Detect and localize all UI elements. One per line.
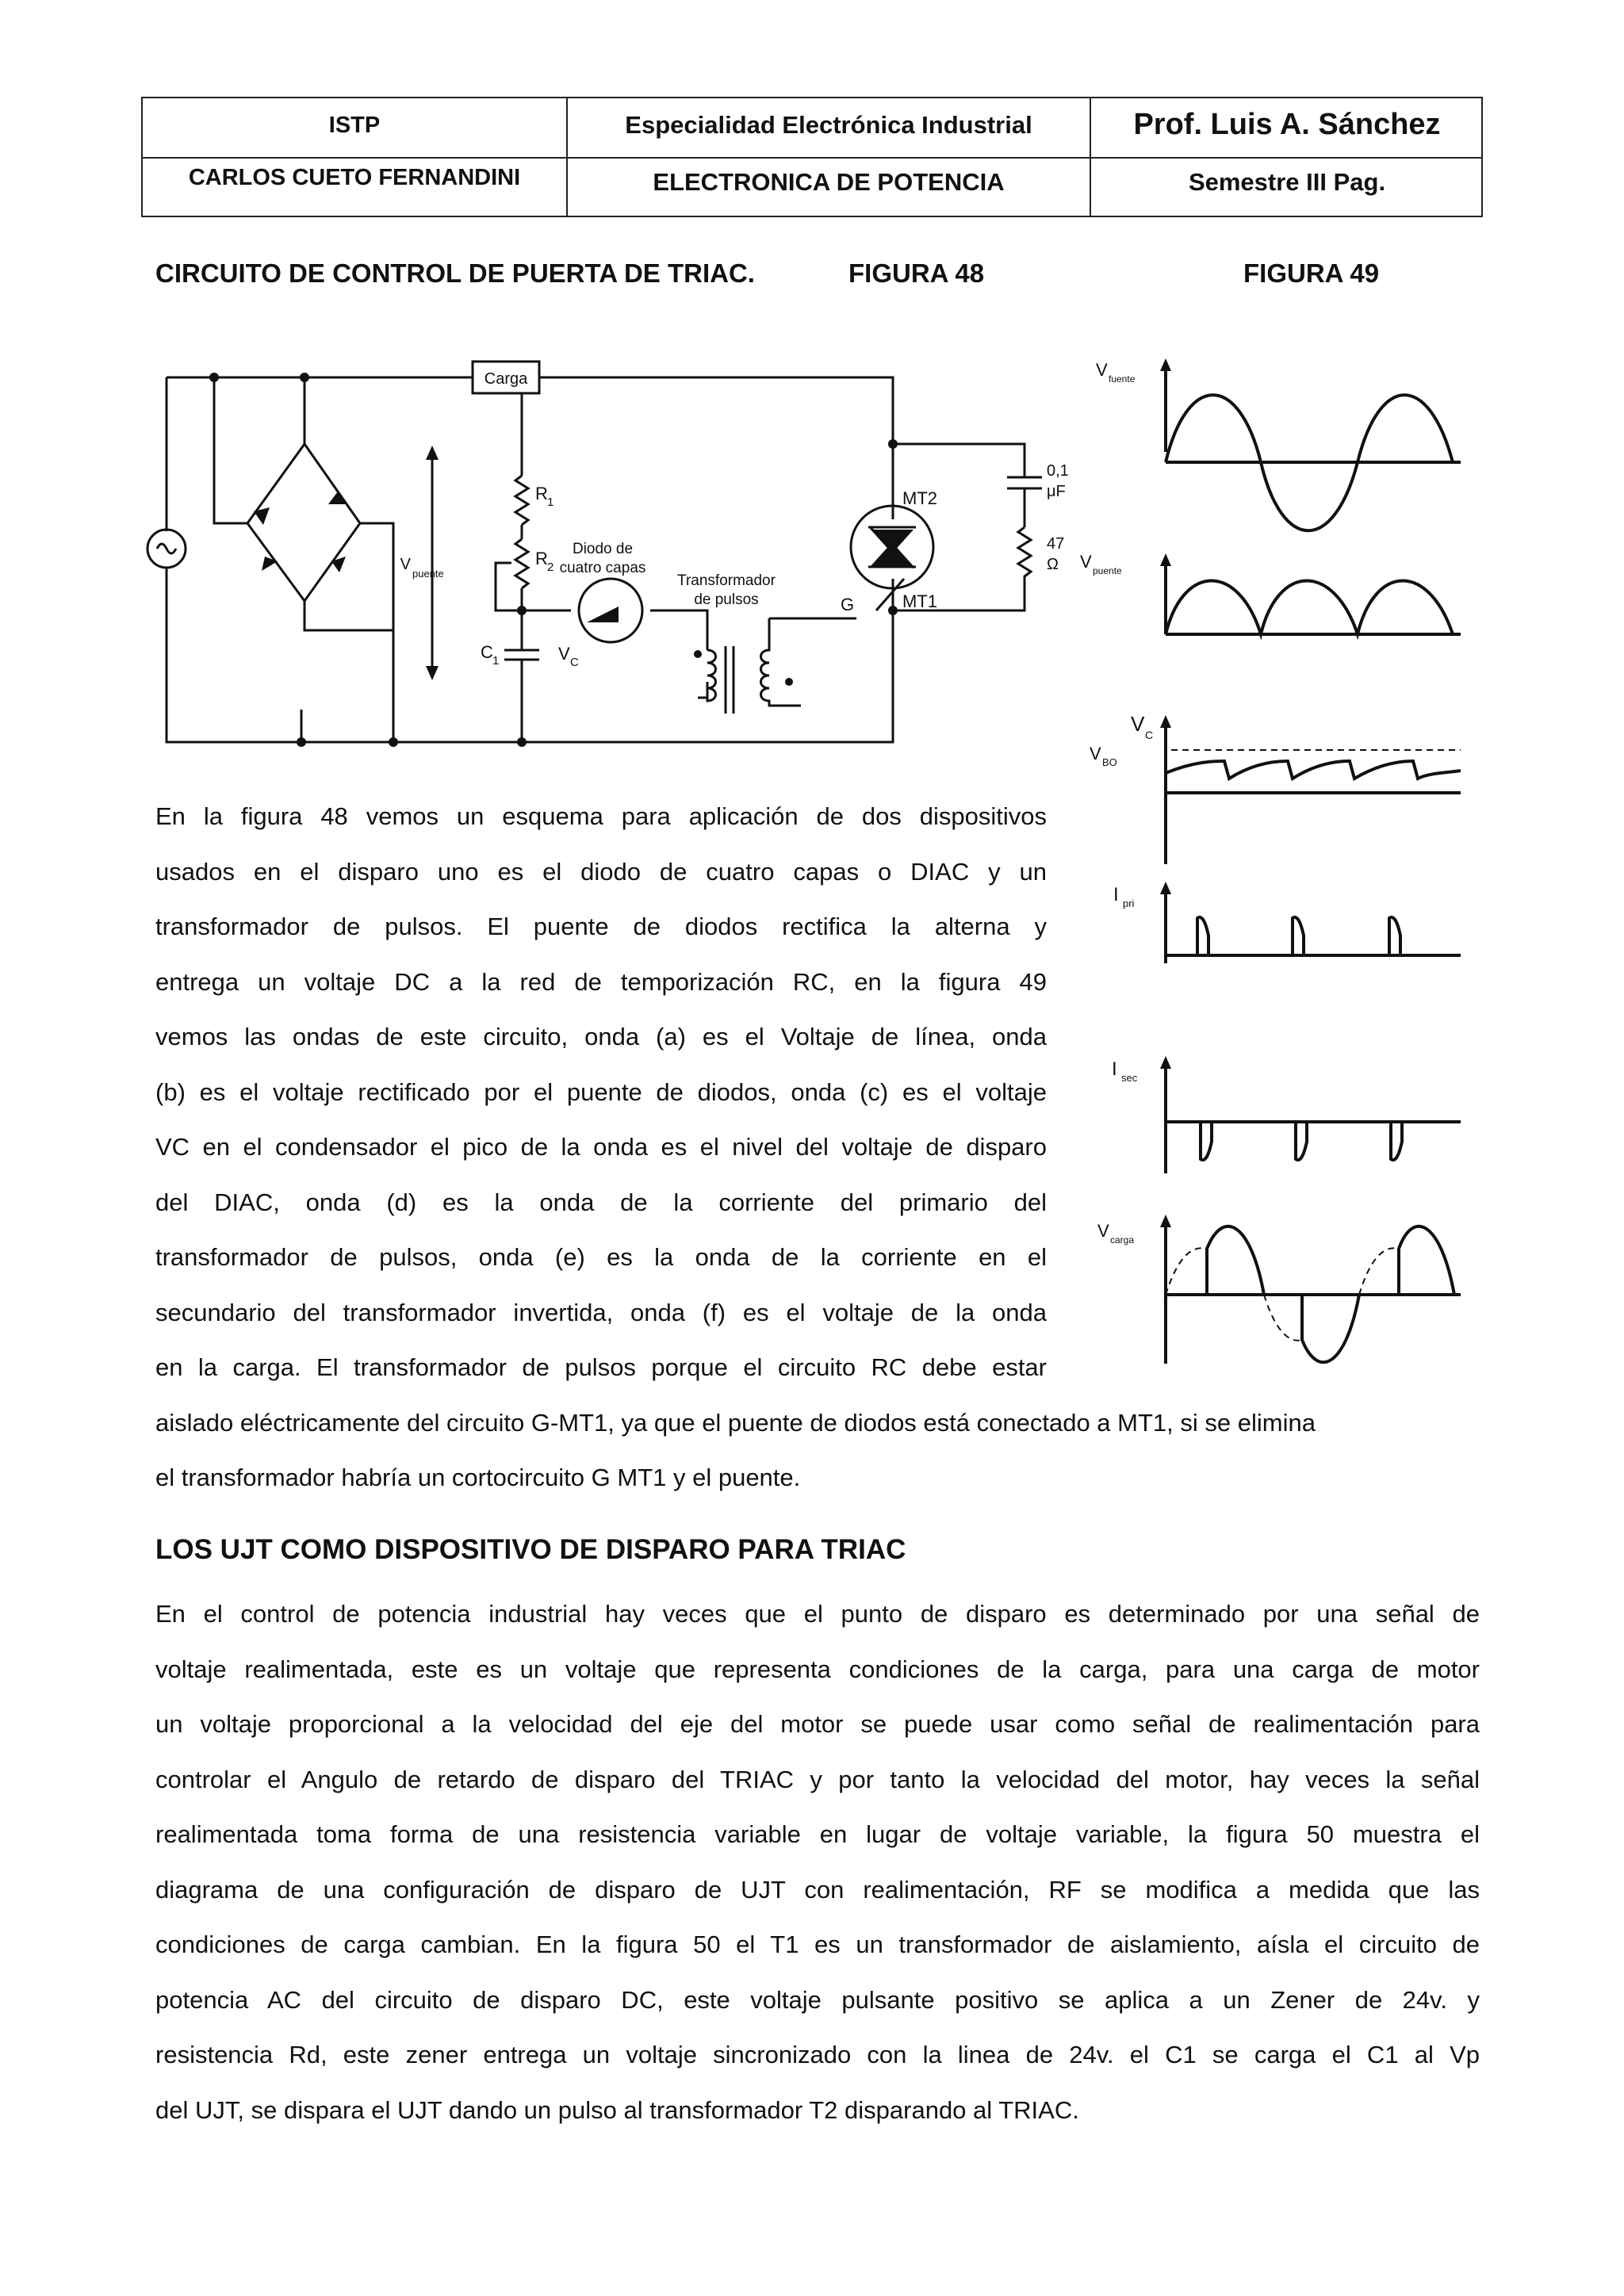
- c1-subscript: 1: [492, 654, 500, 668]
- vpuente-label: V: [400, 556, 411, 573]
- header-course: ELECTRONICA DE POTENCIA: [653, 168, 1005, 196]
- transformer-label-line1: Transformador: [677, 572, 776, 589]
- figure-48-label: FIGURA 48: [848, 258, 985, 288]
- wave-c-level-subscript: BO: [1102, 756, 1117, 768]
- wave-f-subscript: carga: [1110, 1234, 1135, 1246]
- wave-e-label: I: [1112, 1058, 1117, 1080]
- paragraph-line: secundario del transformador invertida, onda (f) es el voltaje de la onda: [155, 1299, 1047, 1326]
- header-table: [141, 97, 1483, 217]
- mt2-label: MT2: [902, 488, 937, 508]
- vc-subscript: C: [570, 656, 579, 669]
- resistor-unit: Ω: [1047, 556, 1059, 573]
- mt1-label: MT1: [902, 591, 937, 611]
- paragraph-line: entrega un voltaje DC a la red de temporización RC, en la figura 49: [155, 968, 1047, 996]
- wave-c-level: V: [1090, 744, 1101, 763]
- paragraph-line: potencia AC del circuito de disparo DC, este voltaje pulsante positivo se aplica a un Zener de 24v. y: [155, 1986, 1480, 2014]
- section2-title: LOS UJT COMO DISPOSITIVO DE DISPARO PARA TRIAC: [155, 1534, 906, 1565]
- vc-label: V: [558, 644, 570, 664]
- wave-b-label: V: [1080, 552, 1092, 572]
- wave-f-label: V: [1097, 1221, 1109, 1241]
- paragraph-line: del UJT, se dispara el UJT dando un pulso al transformador T2 disparando al TRIAC.: [155, 2096, 1079, 2124]
- c1-label: C: [481, 642, 493, 662]
- cap-value: 0,1: [1047, 462, 1069, 480]
- r2-subscript: 2: [547, 561, 554, 574]
- paragraph-line: En el control de potencia industrial hay veces que el punto de disparo es determinado por una señal de: [155, 1600, 1480, 1628]
- paragraph-line: un voltaje proporcional a la velocidad del eje del motor se puede usar como señal de realimentación para: [155, 1710, 1480, 1738]
- wave-a-label: V: [1096, 360, 1108, 380]
- figure-48-circuit: [143, 349, 1086, 761]
- r2-label: R: [535, 549, 548, 568]
- header-semester: Semestre III Pag.: [1188, 168, 1386, 196]
- header-school-name: CARLOS CUETO FERNANDINI: [188, 165, 521, 190]
- header-professor: Prof. Luis A. Sánchez: [1133, 108, 1441, 141]
- paragraph-line: usados en el disparo uno es el diodo de cuatro capas o DIAC y un: [155, 858, 1047, 886]
- cap-unit: μF: [1047, 483, 1066, 500]
- vpuente-subscript: puente: [412, 568, 444, 580]
- paragraph-line: transformador de pulsos. El puente de diodos rectifica la alterna y: [155, 913, 1047, 940]
- section1-title: CIRCUITO DE CONTROL DE PUERTA DE TRIAC.: [155, 258, 755, 288]
- wave-a-subscript: fuente: [1109, 373, 1136, 385]
- paragraph-line: transformador de pulsos, onda (e) es la onda de la corriente en el: [155, 1243, 1047, 1271]
- r1-subscript: 1: [547, 496, 554, 509]
- wave-e-subscript: sec: [1121, 1072, 1138, 1084]
- paragraph-line: en la carga. El transformador de pulsos porque el circuito RC debe estar: [155, 1353, 1047, 1381]
- header-specialty: Especialidad Electrónica Industrial: [625, 111, 1032, 139]
- wave-c-label: V: [1131, 712, 1145, 736]
- resistor-value: 47: [1047, 535, 1065, 553]
- wave-c-subscript: C: [1145, 729, 1154, 741]
- paragraph-line: el transformador habría un cortocircuito G MT1 y el puente.: [155, 1464, 801, 1491]
- paragraph-line: diagrama de una configuración de disparo de UJT con realimentación, RF se modifica a medida que las: [155, 1876, 1480, 1904]
- section1-paragraph: [155, 802, 1503, 1500]
- paragraph-line: condiciones de carga cambian. En la figura 50 el T1 es un transformador de aislamiento, aísla el circuito de: [155, 1931, 1480, 1958]
- diac-label-line1: Diodo de: [572, 541, 634, 557]
- section2-paragraph: [155, 1600, 1480, 2155]
- r1-label: R: [535, 484, 548, 503]
- diac-label-line2: cuatro capas: [559, 560, 646, 576]
- gate-label: G: [841, 595, 855, 614]
- paragraph-line: voltaje realimentada, este es un voltaje que representa condiciones de la carga, para una carga de motor: [155, 1655, 1480, 1683]
- paragraph-line: del DIAC, onda (d) es la onda de la corriente del primario del: [155, 1188, 1047, 1216]
- paragraph-line: controlar el Angulo de retardo de disparo del TRIAC y por tanto la velocidad del motor, hay veces la señal: [155, 1766, 1480, 1793]
- paragraph-line: (b) es el voltaje rectificado por el puente de diodos, onda (c) es el voltaje: [155, 1078, 1047, 1106]
- wave-b-subscript: puente: [1093, 565, 1122, 576]
- paragraph-line: En la figura 48 vemos un esquema para aplicación de dos dispositivos: [155, 802, 1047, 830]
- paragraph-line: vemos las ondas de este circuito, onda (a) es el Voltaje de línea, onda: [155, 1023, 1047, 1050]
- header-school: ISTP: [328, 113, 381, 138]
- wave-d-subscript: pri: [1123, 897, 1135, 909]
- paragraph-line: realimentada toma forma de una resistencia variable en lugar de voltaje variable, la figura 50 muestra el: [155, 1820, 1480, 1848]
- paragraph-line: aislado eléctricamente del circuito G-MT1, ya que el puente de diodos está conectado a MT1, si se elimina: [155, 1409, 1316, 1437]
- figure-49-label: FIGURA 49: [1243, 258, 1380, 288]
- transformer-label-line2: de pulsos: [694, 591, 759, 608]
- wave-d-label: I: [1113, 884, 1119, 905]
- paragraph-line: resistencia Rd, este zener entrega un voltaje sincronizado con la linea de 24v. el C1 se carga el C1 al Vp: [155, 2041, 1480, 2068]
- paragraph-line: VC en el condensador el pico de la onda es el nivel del voltaje de disparo: [155, 1133, 1047, 1161]
- load-label: Carga: [484, 370, 528, 388]
